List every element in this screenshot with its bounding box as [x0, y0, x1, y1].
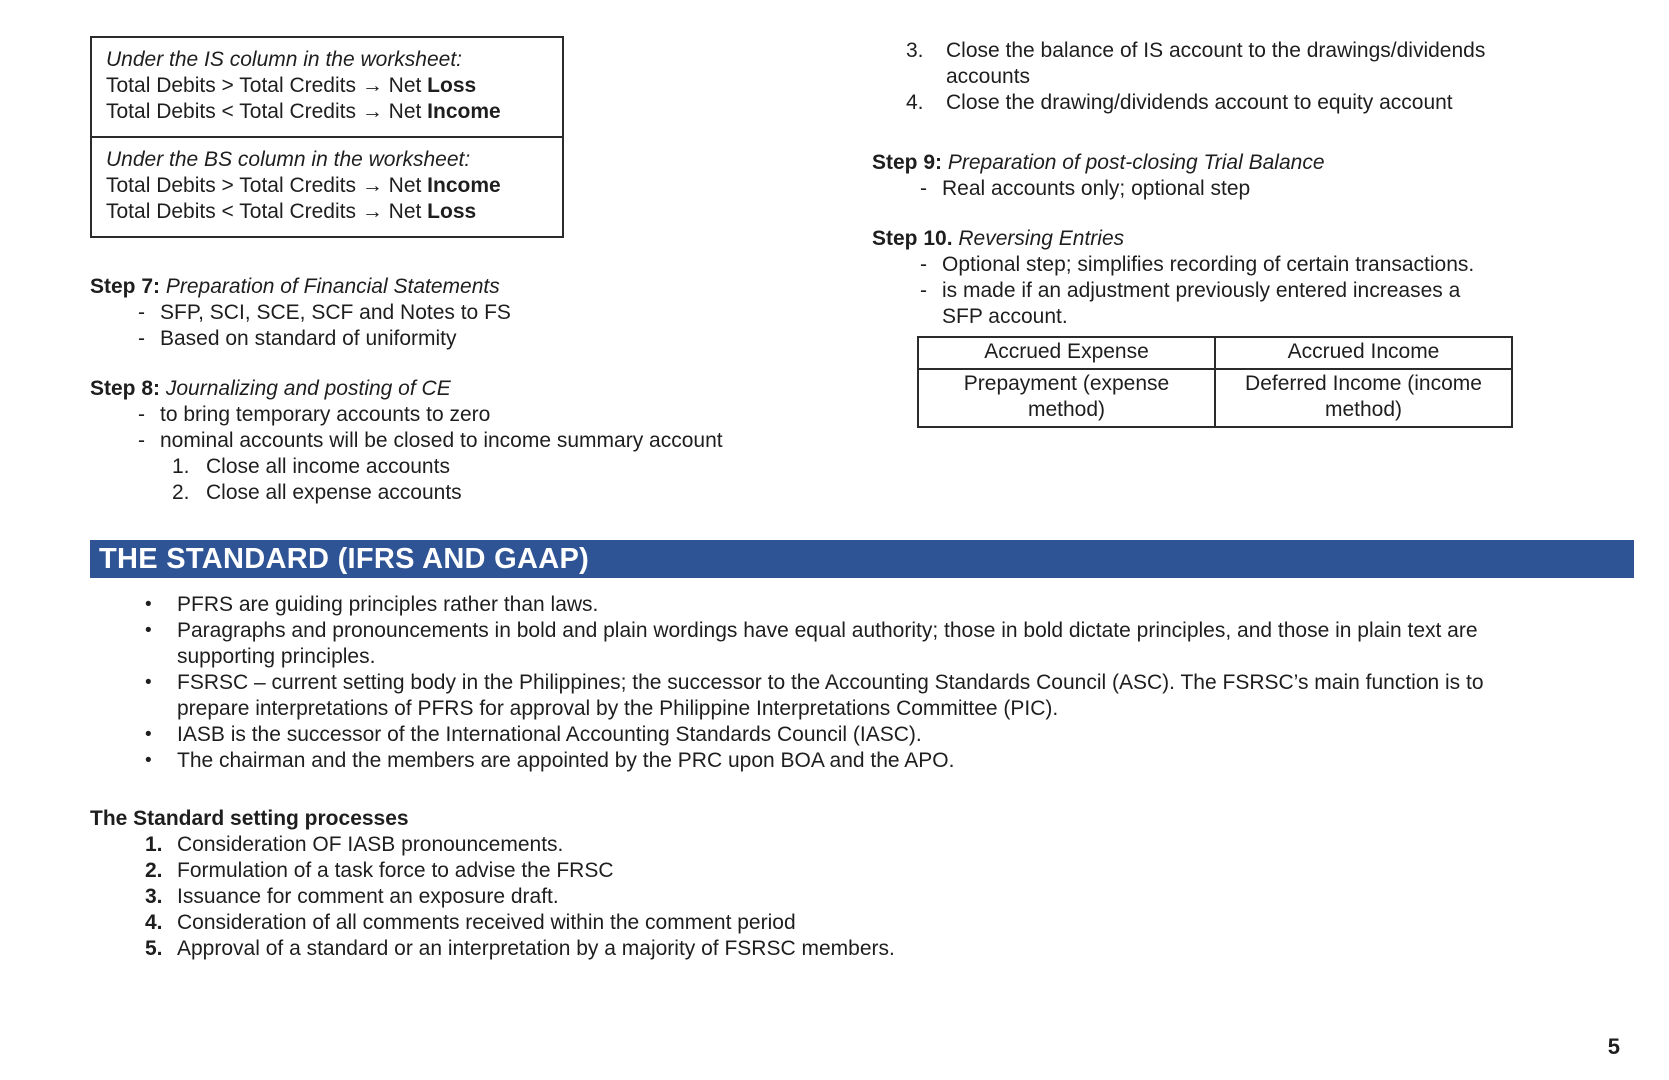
step7-block — [90, 274, 872, 352]
list-item — [138, 402, 872, 428]
bullet-glyph: • — [145, 620, 152, 641]
list-item — [138, 428, 872, 454]
numbered-item — [145, 936, 1669, 962]
worksheet-rule — [106, 173, 552, 199]
numbered-item-text: Close the drawing/dividends account to equity account — [946, 91, 1453, 114]
dash-glyph: - — [138, 327, 145, 350]
bullet-text: PFRS are guiding principles rather than laws. — [177, 593, 599, 616]
item-number: 3. — [145, 885, 163, 908]
bullet-item — [145, 748, 1669, 774]
bullet-text: FSRSC – current setting body in the Philippines; the successor to the Accounting Standards Council (ASC). The FSRSC’s main function is to prepare interpretations of PFRS for approval by the Philippine Interpretations Committee (PIC). — [177, 671, 1484, 720]
step9-title: Preparation of post-closing Trial Balance — [947, 151, 1325, 174]
step7-heading — [90, 274, 872, 300]
numbered-item-text: Consideration of all comments received within the comment period — [177, 911, 796, 934]
bullet-text: The chairman and the members are appointed by the PRC upon BOA and the APO. — [177, 749, 955, 772]
numbered-item — [172, 480, 872, 506]
bullet-item — [145, 722, 1669, 748]
list-item-text: to bring temporary accounts to zero — [160, 403, 491, 426]
numbered-item — [145, 910, 1669, 936]
bullet-glyph: • — [145, 724, 152, 745]
item-number: 4. — [906, 91, 924, 114]
bullet-item — [145, 592, 1669, 618]
step10-heading — [872, 226, 1639, 252]
table-row — [918, 369, 1512, 427]
closing-entries-continued — [872, 38, 1639, 116]
numbered-item-text: Close the balance of IS account to the drawings/dividends accounts — [946, 39, 1486, 88]
numbered-item — [145, 884, 1669, 910]
list-item — [138, 300, 872, 326]
numbered-item-text: Issuance for comment an exposure draft. — [177, 885, 559, 908]
item-number: 4. — [145, 911, 163, 934]
bullet-glyph: • — [145, 594, 152, 615]
right-column — [872, 36, 1639, 506]
bullet-text: Paragraphs and pronouncements in bold and plain wordings have equal authority; those in bold dictate principles, and those in plain text are supporting principles. — [177, 619, 1478, 668]
worksheet-box-is-heading: Under the IS column in the worksheet: — [106, 48, 463, 71]
step8-label: Step 8: — [90, 377, 161, 400]
list-item-text: Based on standard of uniformity — [160, 327, 457, 350]
list-item-text: Real accounts only; optional step — [942, 177, 1251, 200]
rule-result: Income — [427, 100, 501, 123]
list-item — [920, 252, 1639, 278]
rule-text: Total Debits < Total Credits → Net — [106, 100, 428, 123]
reversing-entries-table — [917, 336, 1513, 428]
worksheet-rule — [106, 199, 552, 225]
worksheet-box-bs-heading: Under the BS column in the worksheet: — [106, 148, 471, 171]
bullet-glyph: • — [145, 750, 152, 771]
item-number: 2. — [145, 859, 163, 882]
numbered-item — [172, 454, 872, 480]
rule-text: Total Debits < Total Credits → Net — [106, 200, 428, 223]
worksheet-rule — [106, 99, 552, 125]
numbered-item — [906, 90, 1639, 116]
table-cell: Deferred Income (income method) — [1215, 369, 1512, 427]
dash-glyph: - — [920, 253, 927, 276]
bullet-item — [145, 618, 1669, 670]
item-number: 1. — [172, 455, 190, 478]
step8-heading — [90, 376, 872, 402]
step10-title: Reversing Entries — [958, 227, 1125, 250]
item-number: 1. — [145, 833, 163, 856]
item-number: 5. — [145, 937, 163, 960]
list-item-text: Optional step; simplifies recording of certain transactions. — [942, 253, 1475, 276]
rule-text: Total Debits > Total Credits → Net — [106, 74, 428, 97]
section-header-bar: THE STANDARD (IFRS AND GAAP) — [90, 540, 1634, 578]
numbered-item-text: Approval of a standard or an interpretation by a majority of FSRSC members. — [177, 937, 895, 960]
dash-glyph: - — [920, 177, 927, 200]
step8-block — [90, 376, 872, 506]
table-header-row — [918, 337, 1512, 369]
step9-heading — [872, 150, 1639, 176]
worksheet-rule — [106, 73, 552, 99]
numbered-item-text: Close all expense accounts — [206, 481, 462, 504]
rule-result: Loss — [427, 74, 477, 97]
dash-glyph: - — [920, 279, 927, 302]
list-item-text: SFP, SCI, SCE, SCF and Notes to FS — [160, 301, 511, 324]
step7-label: Step 7: — [90, 275, 161, 298]
item-number: 3. — [906, 39, 924, 62]
item-number: 2. — [172, 481, 190, 504]
table-header-cell: Accrued Expense — [918, 337, 1215, 369]
dash-glyph: - — [138, 403, 145, 426]
worksheet-box-is — [90, 36, 564, 138]
numbered-item — [145, 832, 1669, 858]
numbered-item — [906, 38, 1639, 90]
numbered-item-text: Close all income accounts — [206, 455, 450, 478]
page-number: 5 — [1607, 1034, 1620, 1059]
bullet-text: IASB is the successor of the International Accounting Standards Council (IASC). — [177, 723, 922, 746]
bullet-item — [145, 670, 1669, 722]
list-item — [138, 326, 872, 352]
table-header-cell: Accrued Income — [1215, 337, 1512, 369]
numbered-item-text: Formulation of a task force to advise the FRSC — [177, 859, 614, 882]
step9-block — [872, 150, 1639, 202]
rule-result: Loss — [427, 200, 477, 223]
list-item — [920, 278, 1639, 330]
worksheet-box-bs — [90, 136, 564, 238]
processes-heading: The Standard setting processes — [90, 807, 409, 830]
rule-result: Income — [427, 174, 501, 197]
standard-setting-processes — [90, 806, 1669, 962]
left-column — [90, 36, 872, 506]
step8-title: Journalizing and posting of CE — [165, 377, 451, 400]
top-two-column-region — [0, 0, 1669, 506]
dash-glyph: - — [138, 429, 145, 452]
step9-label: Step 9: — [872, 151, 943, 174]
step10-block — [872, 226, 1639, 330]
numbered-item-text: Consideration OF IASB pronouncements. — [177, 833, 564, 856]
list-item-text: nominal accounts will be closed to income summary account — [160, 429, 723, 452]
standard-bullet-list — [0, 592, 1669, 774]
step7-title: Preparation of Financial Statements — [165, 275, 500, 298]
step10-label: Step 10. — [872, 227, 953, 250]
bullet-glyph: • — [145, 672, 152, 693]
rule-text: Total Debits > Total Credits → Net — [106, 174, 428, 197]
list-item-text: is made if an adjustment previously entered increases a SFP account. — [942, 279, 1461, 328]
numbered-item — [145, 858, 1669, 884]
dash-glyph: - — [138, 301, 145, 324]
list-item — [920, 176, 1639, 202]
table-cell: Prepayment (expense method) — [918, 369, 1215, 427]
